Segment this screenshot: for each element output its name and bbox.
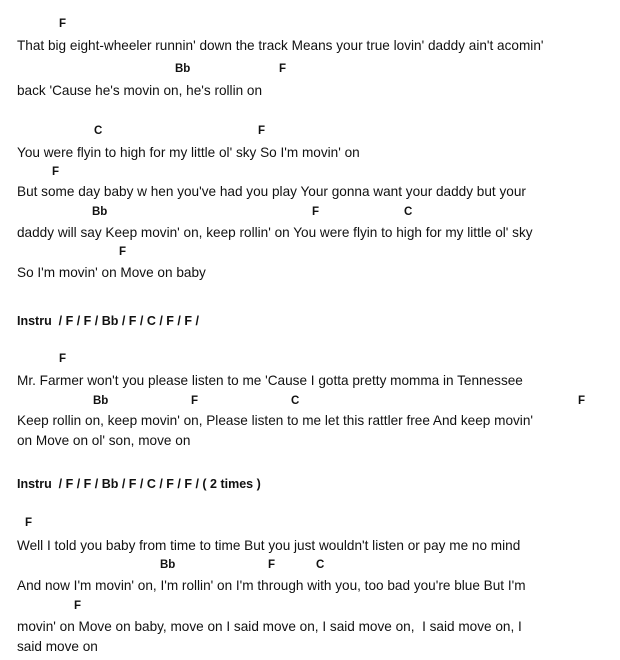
chord-label: Bb xyxy=(175,63,191,75)
instrumental-line: Instru / F / F / Bb / F / C / F / F / xyxy=(17,314,199,328)
chord-label: C xyxy=(404,206,413,218)
chord-label: F xyxy=(59,18,67,30)
lyric-line: on Move on ol' son, move on xyxy=(17,433,191,448)
lyric-line: You were flyin to high for my little ol' sky So I'm movin' on xyxy=(17,145,360,160)
chord-label: F xyxy=(25,517,33,529)
lyric-line: That big eight-wheeler runnin' down the track Means your true lovin' daddy ain't acomin' xyxy=(17,38,544,53)
lyric-line: daddy will say Keep movin' on, keep rollin' on You were flyin to high for my little ol' sky xyxy=(17,225,533,240)
lyric-line: movin' on Move on baby, move on I said move on, I said move on, I said move on, I xyxy=(17,619,522,634)
lyric-line: So I'm movin' on Move on baby xyxy=(17,265,206,280)
chord-label: F xyxy=(119,246,127,258)
chord-label: C xyxy=(291,395,300,407)
chord-label: F xyxy=(74,600,82,612)
chord-label: F xyxy=(191,395,199,407)
lyric-line: back 'Cause he's movin on, he's rollin on xyxy=(17,83,263,98)
chord-label: F xyxy=(258,125,266,137)
chord-label: Bb xyxy=(92,206,108,218)
lyric-line: Well I told you baby from time to time But you just wouldn't listen or pay me no mind xyxy=(17,538,521,553)
chord-label: F xyxy=(268,559,276,571)
chord-label: F xyxy=(578,395,586,407)
lyric-line: said move on xyxy=(17,639,98,654)
lyric-line: Mr. Farmer won't you please listen to me 'Cause I gotta pretty momma in Tennessee xyxy=(17,373,523,388)
chord-label: Bb xyxy=(160,559,176,571)
chord-label: F xyxy=(59,353,67,365)
chord-label: Bb xyxy=(93,395,109,407)
chord-label: C xyxy=(94,125,103,137)
chord-label: F xyxy=(279,63,287,75)
chord-label: F xyxy=(312,206,320,218)
lyric-line: Keep rollin on, keep movin' on, Please listen to me let this rattler free And keep movin' xyxy=(17,413,533,428)
lyric-line: But some day baby w hen you've had you play Your gonna want your daddy but your xyxy=(17,184,526,199)
instrumental-line: Instru / F / F / Bb / F / C / F / F / ( 2 times ) xyxy=(17,477,261,491)
chord-label: C xyxy=(316,559,325,571)
lyric-line: And now I'm movin' on, I'm rollin' on I'm through with you, too bad you're blue But I'm xyxy=(17,578,526,593)
chord-label: F xyxy=(52,166,60,178)
